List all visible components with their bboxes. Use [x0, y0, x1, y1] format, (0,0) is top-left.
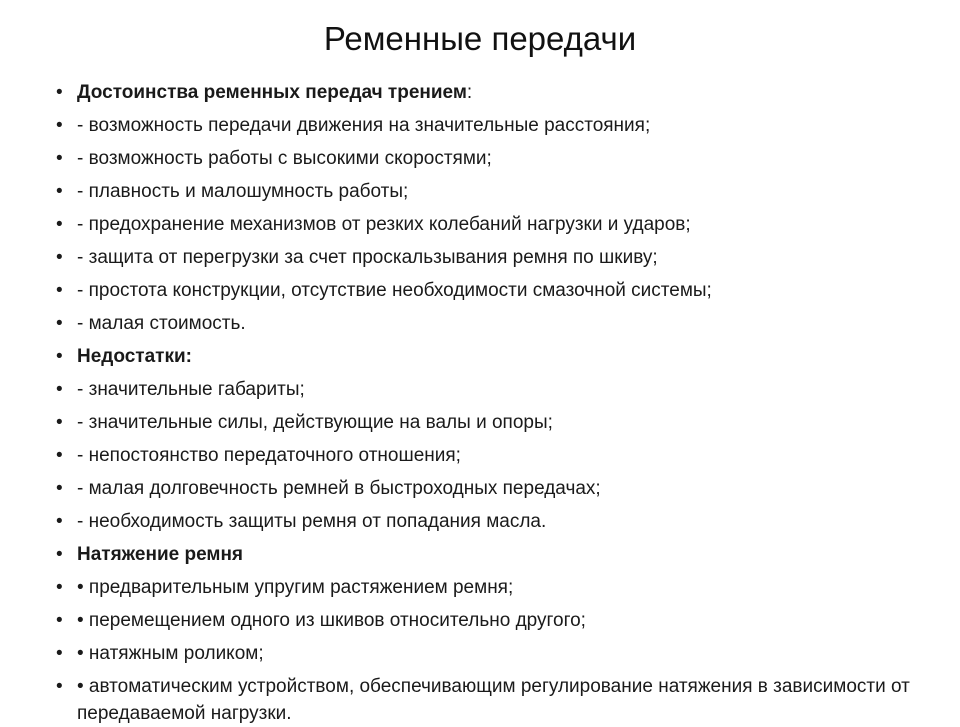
list-item [56, 175, 916, 208]
list-item [56, 142, 916, 175]
list-item-text: - защита от перегрузки за счет проскальзывания ремня по шкиву; [77, 247, 658, 268]
bullet-icon: • [56, 181, 63, 202]
list-item-text: - возможность работы с высокими скоростями; [77, 148, 492, 169]
list-item [56, 208, 916, 241]
list-item-text: - значительные габариты; [77, 379, 305, 400]
list-item [56, 406, 916, 439]
list-item-text: - значительные силы, действующие на валы и опоры; [77, 412, 553, 433]
section-heading: Недостатки: [77, 346, 192, 367]
list-item [56, 538, 916, 571]
list-item [56, 571, 916, 604]
list-item-text: • предварительным упругим растяжением ремня; [77, 577, 514, 598]
list-item [56, 637, 916, 670]
list-item-text: - необходимость защиты ремня от попадания масла. [77, 511, 547, 532]
section-heading: Достоинства ременных передач трением [77, 82, 467, 103]
bullet-icon: • [56, 478, 63, 499]
bullet-icon: • [56, 676, 63, 697]
list-item [56, 373, 916, 406]
list-item [56, 340, 916, 373]
bullet-icon: • [56, 610, 63, 631]
bullet-icon: • [56, 643, 63, 664]
slide-title: Ременные передачи [323, 20, 637, 57]
list-item-text: - малая стоимость. [77, 313, 246, 334]
bullet-icon: • [56, 214, 63, 235]
bullet-icon: • [56, 577, 63, 598]
list-item-text: - предохранение механизмов от резких колебаний нагрузки и ударов; [77, 214, 691, 235]
bullet-icon: • [56, 445, 63, 466]
list-item [56, 241, 916, 274]
list-item [56, 274, 916, 307]
bullet-icon: • [56, 148, 63, 169]
bullet-icon: • [56, 313, 63, 334]
list-item-text: • натяжным роликом; [77, 643, 264, 664]
list-item [56, 307, 916, 340]
bullet-icon: • [56, 379, 63, 400]
list-item-text: • автоматическим устройством, обеспечивающим регулирование натяжения в зависимости от передаваемой нагрузки. [77, 676, 910, 724]
bullet-icon: • [56, 544, 63, 565]
bullet-icon: • [56, 280, 63, 301]
bullet-icon: • [56, 115, 63, 136]
list-item-text: • перемещением одного из шкивов относительно другого; [77, 610, 586, 631]
list-item-text: - малая долговечность ремней в быстроходных передачах; [77, 478, 601, 499]
list-item [56, 76, 916, 109]
list-item-text: - возможность передачи движения на значительные расстояния; [77, 115, 651, 136]
bullet-icon: • [56, 511, 63, 532]
list-item [56, 439, 916, 472]
list-item [56, 109, 916, 142]
bullet-list [56, 76, 916, 727]
bullet-icon: • [56, 412, 63, 433]
list-item-text: - плавность и малошумность работы; [77, 181, 409, 202]
heading-suffix: : [466, 82, 473, 103]
list-item-text: - простота конструкции, отсутствие необходимости смазочной системы; [77, 280, 712, 301]
bullet-icon: • [56, 346, 63, 367]
list-item [56, 472, 916, 505]
list-item [56, 505, 916, 538]
list-item-text: - непостоянство передаточного отношения; [77, 445, 461, 466]
section-heading: Натяжение ремня [77, 544, 244, 565]
list-item [56, 670, 916, 727]
bullet-icon: • [56, 247, 63, 268]
list-item [56, 604, 916, 637]
bullet-icon: • [56, 82, 63, 103]
